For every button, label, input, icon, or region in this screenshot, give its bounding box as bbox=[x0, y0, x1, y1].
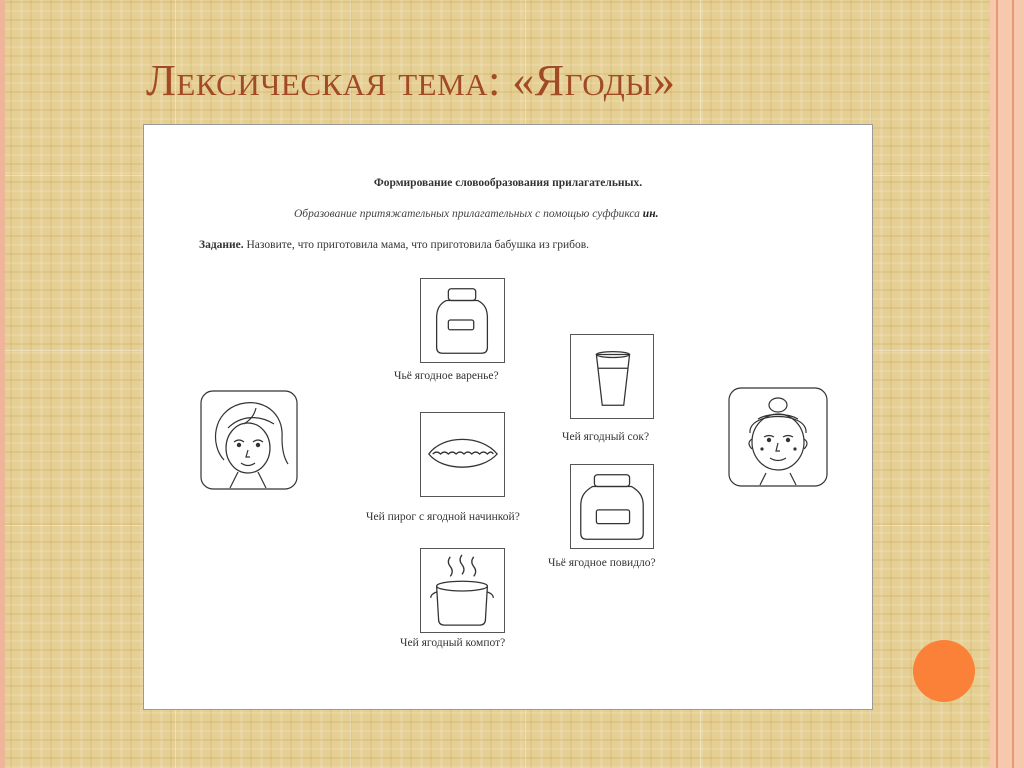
grandmother-face-icon bbox=[728, 387, 828, 487]
caption-povidlo: Чьё ягодное повидло? bbox=[548, 557, 656, 569]
caption-sok: Чей ягодный сок? bbox=[562, 431, 650, 443]
worksheet-image bbox=[143, 124, 873, 710]
task-label: Задание. bbox=[199, 239, 244, 251]
worksheet-task bbox=[199, 239, 589, 251]
subheading-text: Образование притяжательных прилагательных с помощью суффикса bbox=[294, 208, 640, 220]
pie-icon bbox=[420, 412, 505, 497]
worksheet-heading: Формирование словообразования прилагательных. bbox=[373, 177, 643, 189]
task-text: Назовите, что приготовила мама, что приготовила бабушка из грибов. bbox=[246, 239, 590, 251]
mother-face-icon bbox=[200, 390, 298, 490]
pot-icon bbox=[420, 548, 505, 633]
caption-kompot: Чей ягодный компот? bbox=[400, 637, 506, 649]
jar-icon bbox=[420, 278, 505, 363]
glass-icon bbox=[570, 334, 654, 419]
caption-pirog: Чей пирог с ягодной начинкой? bbox=[366, 511, 520, 523]
left-edge-decoration bbox=[0, 0, 5, 768]
subheading-suffix: ин. bbox=[642, 208, 659, 220]
orange-circle-decoration bbox=[913, 640, 975, 702]
jar-icon bbox=[570, 464, 654, 549]
caption-varenye: Чьё ягодное варенье? bbox=[394, 370, 499, 382]
worksheet-subheading bbox=[294, 208, 658, 220]
right-edge-decoration bbox=[990, 0, 1024, 768]
slide-title: Лексическая тема: «Ягоды» bbox=[146, 56, 676, 105]
